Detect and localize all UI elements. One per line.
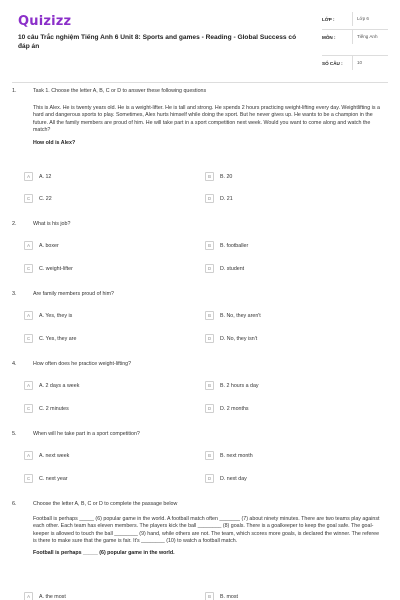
meta-class-row: [322, 12, 388, 30]
meta-subject-label: MÔN :: [322, 35, 336, 40]
option-b[interactable]: [205, 310, 261, 321]
question-text: When will he take part in a sport competition?: [33, 431, 140, 437]
option-text: A. 2 days a week: [39, 382, 80, 389]
option-letter: A: [24, 592, 33, 600]
question-number: 3.: [12, 291, 17, 297]
option-text: A. next week: [39, 452, 70, 459]
option-letter: B: [205, 451, 214, 460]
option-letter: A: [24, 241, 33, 250]
reading-passage: This is Alex. He is twenty years old. He is a weight-lifter. He is tall and strong. He spends 2 hours practicing weight-lifting every day. Weightlifting is a hard and dangerous sports to play. Sometimes, Alex hurts himself while doing the sport. But he never gives up. He wants to be a champion in the future. All the family members are proud of him. He will take part in a sport competition next week. Would you want to come along and watch the match?: [33, 105, 380, 133]
option-letter: D: [205, 474, 214, 483]
option-a[interactable]: [24, 171, 51, 182]
meta-count-label: SỐ CÂU :: [322, 61, 343, 66]
option-letter: D: [205, 194, 214, 203]
option-letter: C: [24, 264, 33, 273]
option-letter: D: [205, 404, 214, 413]
question-number: 6.: [12, 501, 17, 507]
header-divider: [12, 82, 388, 83]
option-letter: A: [24, 311, 33, 320]
option-b[interactable]: [205, 380, 259, 391]
option-letter: A: [24, 451, 33, 460]
question-text: Are family members proud of him?: [33, 291, 114, 297]
reading-passage: Football is perhaps _____ (6) popular game in the world. A football match often _______ (7) about ninety minutes. There are two teams play against each other. Each team has eleven members. The players kick the ball ________ (8) goals. There is a goalkeeper to keep the goal safe. The goal-keeper is allowed to touch the ball ________ (9) hand, while others are not. The team, which scores more goals, is declared the winner. The referee is there to make sure that the game is fair. It's ________ (10) to watch a football match.: [33, 516, 380, 544]
sub-question: Football is perhaps _____ (6) popular game in the world.: [33, 550, 175, 557]
option-letter: C: [24, 194, 33, 203]
option-c[interactable]: [24, 193, 52, 204]
option-text: B. footballer: [220, 242, 249, 249]
option-b[interactable]: [205, 450, 253, 461]
option-letter: A: [24, 381, 33, 390]
option-d[interactable]: [205, 193, 233, 204]
option-b[interactable]: [205, 240, 248, 251]
option-b[interactable]: [205, 171, 232, 182]
option-letter: C: [24, 334, 33, 343]
option-a[interactable]: [24, 380, 79, 391]
option-c[interactable]: [24, 333, 76, 344]
option-d[interactable]: [205, 473, 247, 484]
option-text: A. 12: [39, 173, 52, 180]
option-text: A. the most: [39, 593, 66, 600]
option-text: B. 20: [220, 173, 233, 180]
header: [0, 0, 400, 80]
option-d[interactable]: [205, 263, 244, 274]
question-number: 4.: [12, 361, 17, 367]
option-text: A. boxer: [39, 242, 59, 249]
question-text: How often does he practice weight-lifting?: [33, 361, 132, 367]
meta-class-label: LỚP :: [322, 17, 335, 22]
option-text: D. 2 months: [220, 405, 249, 412]
option-letter: B: [205, 381, 214, 390]
option-c[interactable]: [24, 473, 68, 484]
question-prompt: Choose the letter A, B, C or D to complete the passage below: [33, 501, 178, 507]
question-number: 2.: [12, 221, 17, 227]
option-text: C. 2 minutes: [39, 405, 69, 412]
option-text: D. 21: [220, 195, 233, 202]
option-text: C. Yes, they are: [39, 335, 77, 342]
question-text: [33, 501, 383, 557]
option-text: C. 22: [39, 195, 52, 202]
option-c[interactable]: [24, 403, 69, 414]
option-letter: D: [205, 264, 214, 273]
meta-class-value: Lớp 6: [352, 12, 388, 26]
option-a[interactable]: [24, 450, 69, 461]
option-text: D. next day: [220, 475, 247, 482]
option-letter: D: [205, 334, 214, 343]
option-letter: B: [205, 592, 214, 600]
sub-question: How old is Alex?: [33, 140, 76, 147]
question-prompt: Task 1. Choose the letter A, B, C or D to answer these following questions: [33, 88, 207, 94]
option-c[interactable]: [24, 263, 73, 274]
option-d[interactable]: [205, 333, 257, 344]
option-b[interactable]: [205, 591, 238, 600]
option-text: C. next year: [39, 475, 68, 482]
option-letter: C: [24, 404, 33, 413]
question-text: [33, 88, 383, 147]
option-text: B. most: [220, 593, 238, 600]
option-text: D. No, they isn't: [220, 335, 258, 342]
option-letter: B: [205, 241, 214, 250]
meta-subject-row: [322, 30, 388, 56]
option-a[interactable]: [24, 591, 66, 600]
option-text: D. student: [220, 265, 245, 272]
option-text: B. 2 hours a day: [220, 382, 259, 389]
option-a[interactable]: [24, 240, 59, 251]
option-text: A. Yes, they is: [39, 312, 73, 319]
meta-count-row: [322, 56, 388, 70]
option-letter: C: [24, 474, 33, 483]
option-text: B. next month: [220, 452, 253, 459]
option-letter: B: [205, 172, 214, 181]
question-number: 1.: [12, 88, 17, 94]
option-text: B. No, they aren't: [220, 312, 261, 319]
meta-subject-value: Tiếng Anh: [352, 30, 388, 44]
option-d[interactable]: [205, 403, 249, 414]
meta-box: [322, 12, 388, 70]
meta-count-value: 10: [352, 56, 388, 70]
question-number: 5.: [12, 431, 17, 437]
option-letter: B: [205, 311, 214, 320]
option-a[interactable]: [24, 310, 72, 321]
quizizz-logo: Quizizz: [18, 14, 72, 29]
option-text: C. weight-lifter: [39, 265, 73, 272]
option-letter: A: [24, 172, 33, 181]
page-title: 10 câu Trắc nghiệm Tiếng Anh 6 Unit 8: Sports and games - Reading - Global Success có đáp án: [18, 34, 297, 50]
question-text: What is his job?: [33, 221, 71, 227]
